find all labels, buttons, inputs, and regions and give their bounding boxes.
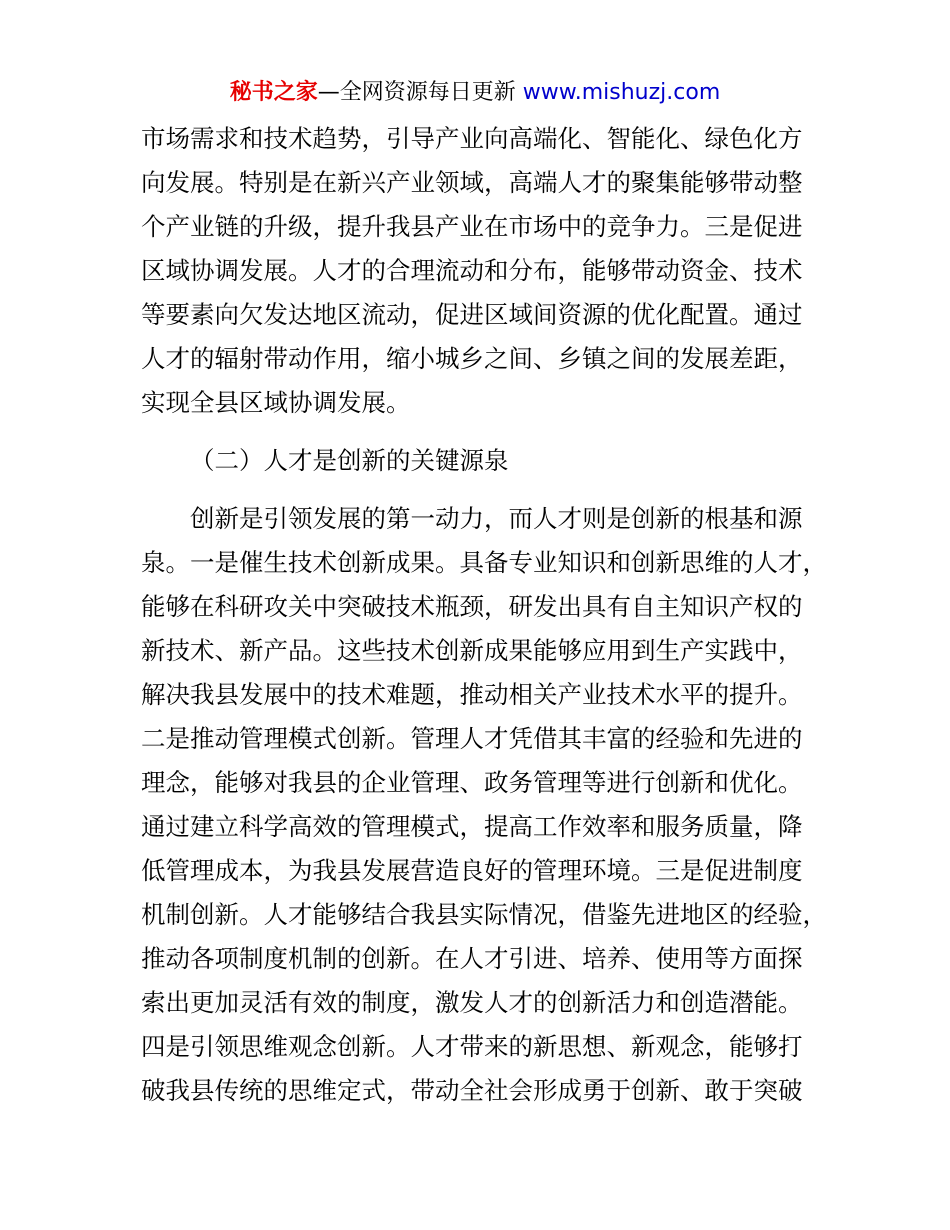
text-line: 实现全县区域协调发展。 xyxy=(141,388,411,417)
text-line: 推动各项制度机制的创新。在人才引进、培养、使用等方面探 xyxy=(141,944,803,973)
brand-name: 秘书之家 xyxy=(229,80,318,105)
text-line: 索出更加灵活有效的制度，激发人才的创新活力和创造潜能。 xyxy=(141,988,803,1017)
document-body xyxy=(141,117,831,1113)
text-line: 泉。一是催生技术创新成果。具备专业知识和创新思维的人才， xyxy=(141,548,827,577)
text-line: 个产业链的升级，提升我县产业在市场中的竞争力。三是促进 xyxy=(141,212,803,241)
paragraph-gap xyxy=(141,483,831,497)
text-line: 区域协调发展。人才的合理流动和分布，能够带动资金、技术 xyxy=(141,256,803,285)
section-heading: （二）人才是创新的关键源泉 xyxy=(190,446,509,475)
text-line: 四是引领思维观念创新。人才带来的新思想、新观念，能够打 xyxy=(141,1032,803,1061)
text-line: 等要素向欠发达地区流动，促进区域间资源的优化配置。通过 xyxy=(141,300,803,329)
header-tagline: —全网资源每日更新 xyxy=(317,80,516,105)
text-line: 解决我县发展中的技术难题，推动相关产业技术水平的提升。 xyxy=(141,680,803,709)
page-header xyxy=(0,76,950,110)
paragraph-2 xyxy=(141,497,831,1113)
paragraph-gap xyxy=(141,425,831,439)
text-line: 新技术、新产品。这些技术创新成果能够应用到生产实践中， xyxy=(141,636,803,665)
paragraph-1 xyxy=(141,117,831,425)
text-line: 通过建立科学高效的管理模式，提高工作效率和服务质量，降 xyxy=(141,812,803,841)
text-line: 破我县传统的思维定式，带动全社会形成勇于创新、敢于突破 xyxy=(141,1076,803,1105)
site-url-link[interactable]: www.mishuzj.com xyxy=(522,80,721,105)
text-line: 创新是引领发展的第一动力，而人才则是创新的根基和源 xyxy=(190,504,803,533)
text-line: 机制创新。人才能够结合我县实际情况，借鉴先进地区的经验， xyxy=(141,900,827,929)
text-line: 向发展。特别是在新兴产业领域，高端人才的聚集能够带动整 xyxy=(141,168,803,197)
text-line: 人才的辐射带动作用，缩小城乡之间、乡镇之间的发展差距， xyxy=(141,344,803,373)
text-line: 市场需求和技术趋势，引导产业向高端化、智能化、绿色化方 xyxy=(141,124,803,153)
text-line: 理念，能够对我县的企业管理、政务管理等进行创新和优化。 xyxy=(141,768,803,797)
text-line: 能够在科研攻关中突破技术瓶颈，研发出具有自主知识产权的 xyxy=(141,592,803,621)
text-line: 低管理成本，为我县发展营造良好的管理环境。三是促进制度 xyxy=(141,856,803,885)
text-line: 二是推动管理模式创新。管理人才凭借其丰富的经验和先进的 xyxy=(141,724,803,753)
